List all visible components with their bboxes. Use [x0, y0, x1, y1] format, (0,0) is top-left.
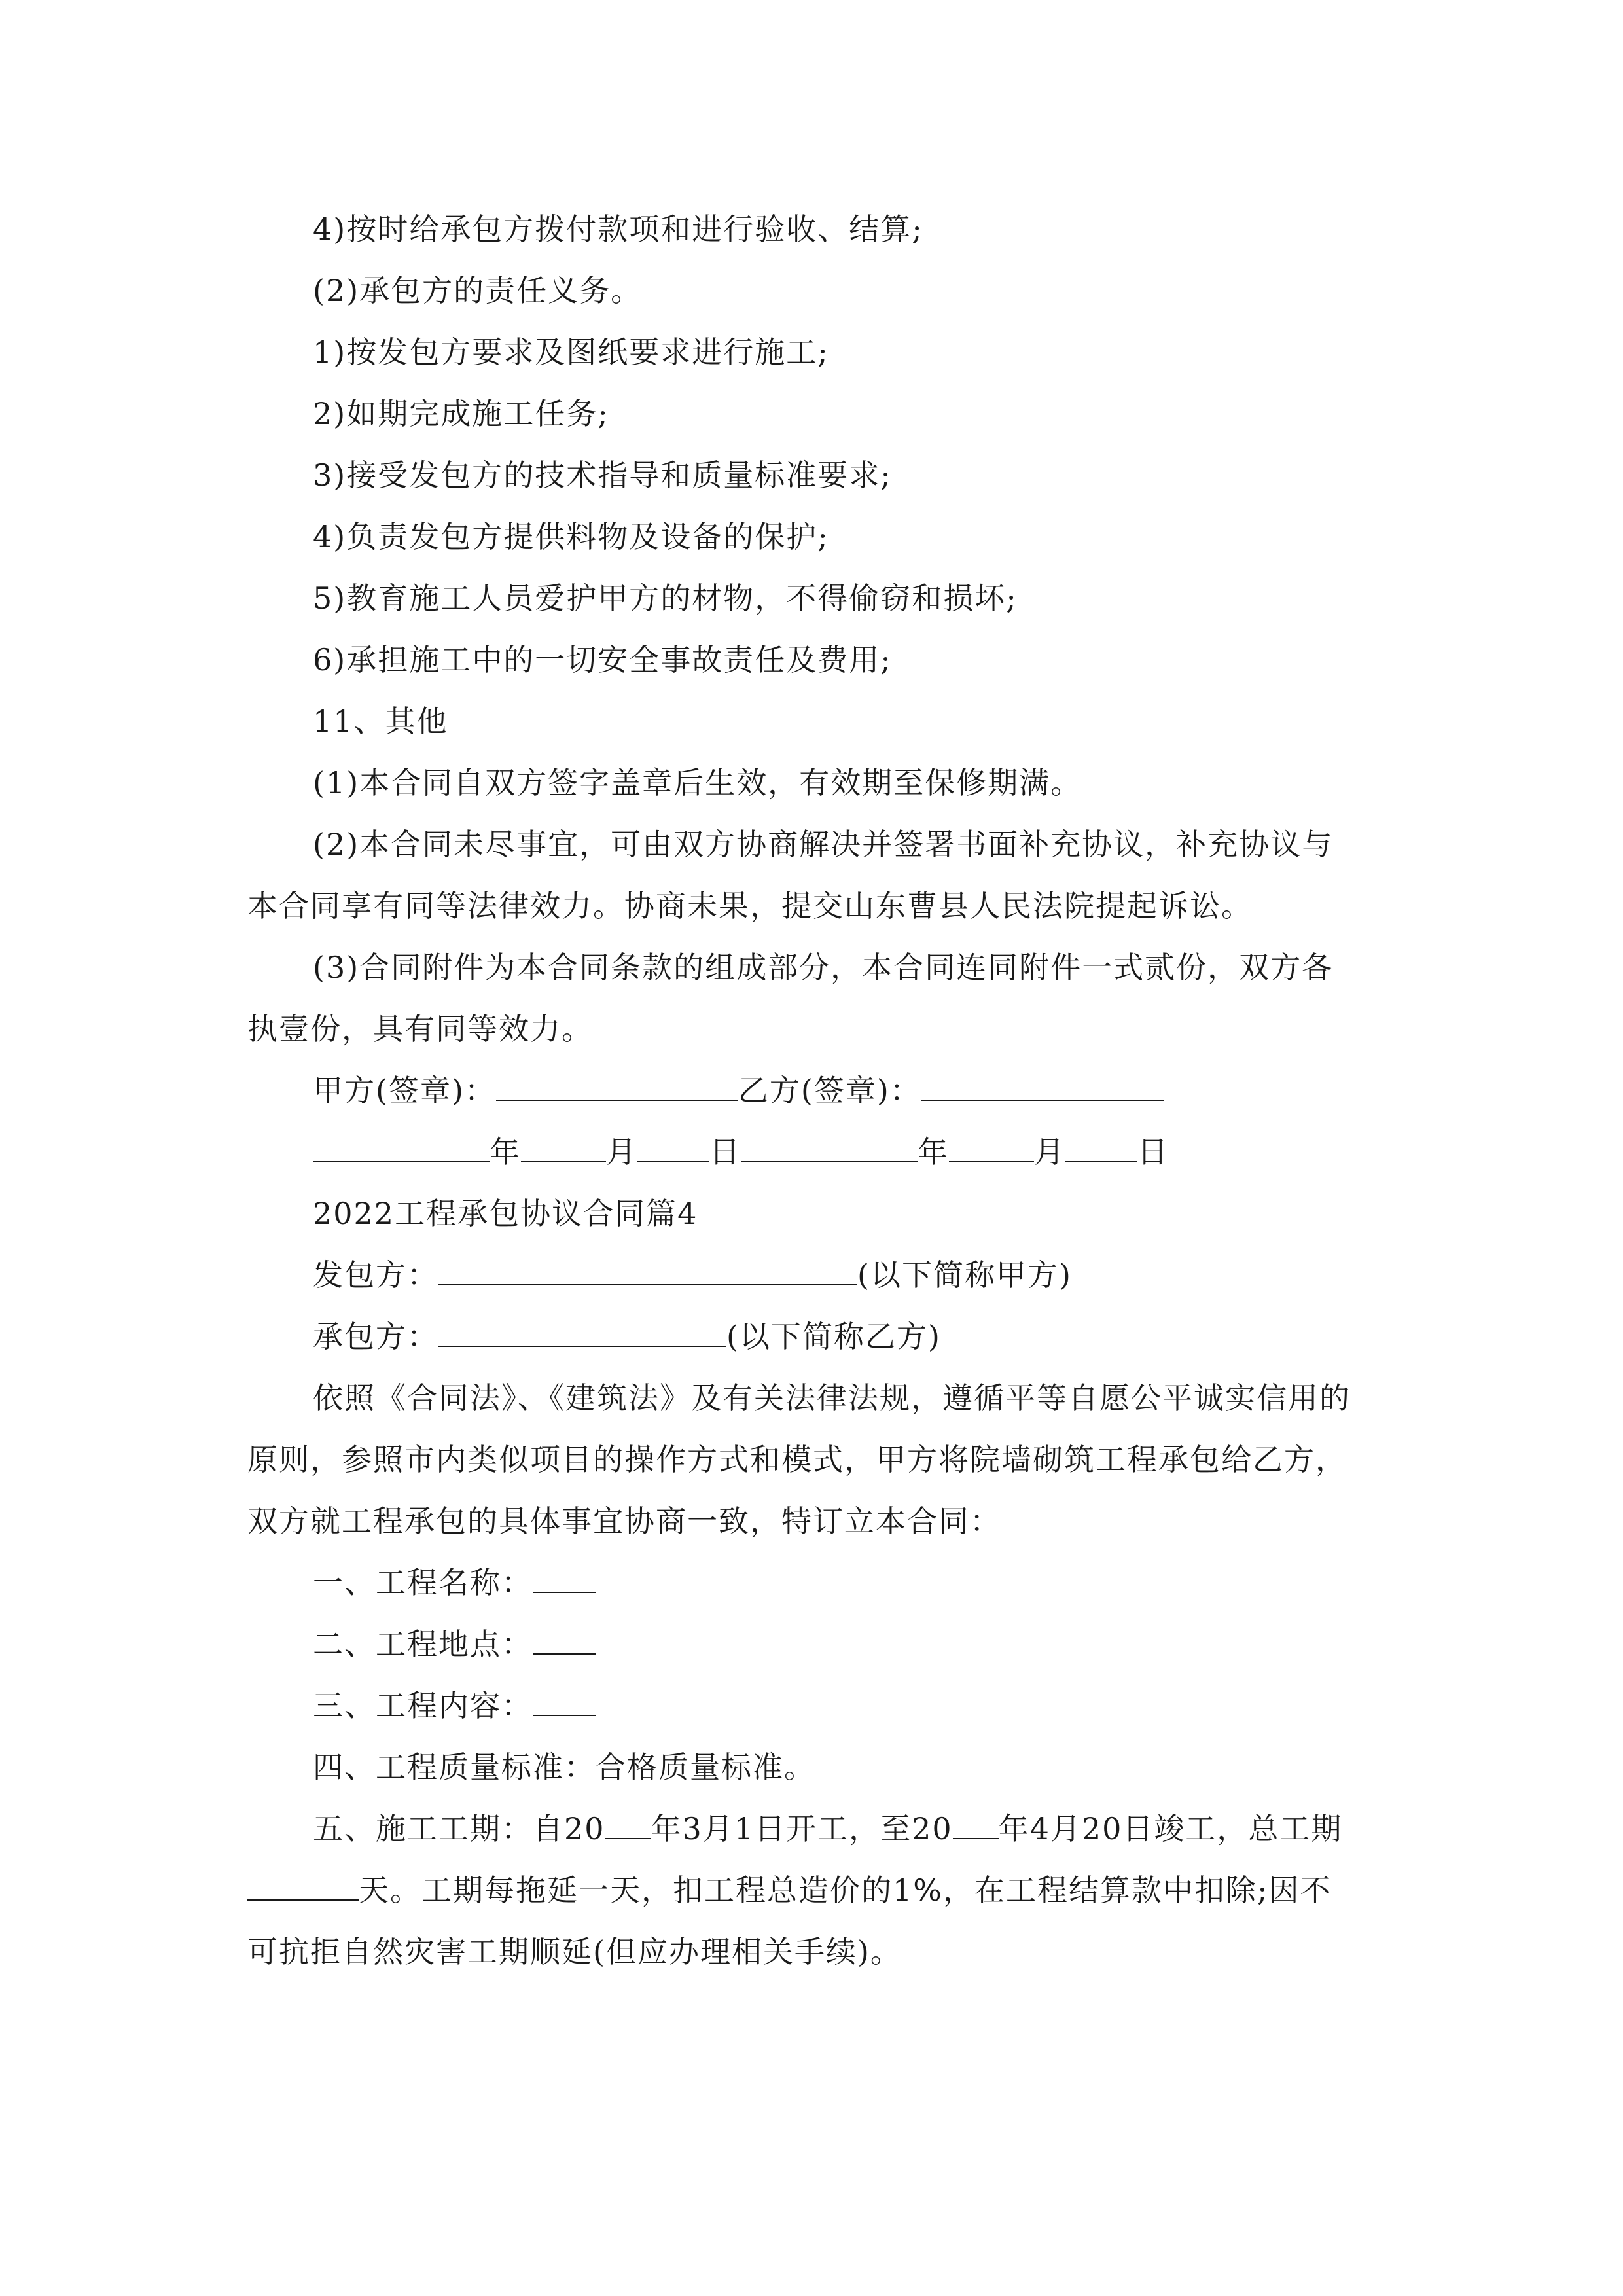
year-digits-blank: [953, 1812, 999, 1839]
day-label: 日: [709, 1134, 741, 1170]
contractor-note: (以下简称乙方): [726, 1319, 941, 1354]
day-blank: [637, 1135, 709, 1162]
text-line: 4)按时给承包方拨付款项和进行验收、结算;: [313, 211, 923, 247]
month-label: 月: [1034, 1134, 1065, 1170]
text-line: 本合同享有同等法律效力。协商未果，提交山东曹县人民法院提起诉讼。: [247, 888, 1253, 924]
text-line: (2)承包方的责任义务。: [313, 273, 643, 308]
project-content-line: [313, 1686, 596, 1725]
contract-heading: 2022工程承包协议合同篇4: [313, 1196, 698, 1231]
text-line: 执壹份，具有同等效力。: [247, 1011, 593, 1047]
text-line: 6)承担施工中的一切安全事故责任及费用;: [313, 642, 892, 677]
total-days-blank: [247, 1873, 359, 1901]
project-location-line: [313, 1624, 596, 1664]
text-line: 4)负责发包方提供料物及设备的保护;: [313, 519, 829, 554]
year-blank: [741, 1135, 918, 1162]
project-location-label: 二、工程地点：: [313, 1626, 533, 1662]
text-line: 原则，参照市内类似项目的操作方式和模式，甲方将院墙砌筑工程承包给乙方，: [247, 1442, 1347, 1477]
text-line: 双方就工程承包的具体事宜协商一致，特订立本合同：: [247, 1503, 1001, 1539]
text-line: 四、工程质量标准：合格质量标准。: [313, 1749, 815, 1785]
period-part: 五、施工工期：自20: [313, 1811, 605, 1846]
period-line: [313, 1809, 1342, 1848]
project-content-label: 三、工程内容：: [313, 1688, 533, 1723]
month-label: 月: [606, 1134, 637, 1170]
text-line: 1)按发包方要求及图纸要求进行施工;: [313, 334, 829, 370]
party-b-sign-label: 乙方(签章)：: [738, 1073, 921, 1108]
project-location-blank: [533, 1627, 596, 1655]
period-part: 年3月1日开工，至20: [651, 1811, 953, 1846]
year-blank: [313, 1135, 490, 1162]
period-part: 年4月20日竣工，总工期: [998, 1811, 1343, 1846]
text-line: 3)接受发包方的技术指导和质量标准要求;: [313, 457, 892, 493]
day-label: 日: [1137, 1134, 1169, 1170]
year-digits-blank: [605, 1812, 651, 1839]
signature-line: [313, 1071, 1164, 1110]
text-line: 依照《合同法》、《建筑法》及有关法律法规，遵循平等自愿公平诚实信用的: [313, 1380, 1351, 1416]
date-line: [313, 1132, 1169, 1172]
year-label: 年: [918, 1134, 949, 1170]
party-a-sign-label: 甲方(签章)：: [313, 1073, 496, 1108]
text-line: (2)本合同未尽事宜，可由双方协商解决并签署书面补充协议，补充协议与: [313, 827, 1334, 862]
text-line: 2)如期完成施工任务;: [313, 396, 609, 431]
project-name-label: 一、工程名称：: [313, 1565, 533, 1600]
period-text: 天。工期每拖延一天，扣工程总造价的1%，在工程结算款中扣除;因不: [359, 1873, 1332, 1908]
month-blank: [949, 1135, 1034, 1162]
project-name-blank: [533, 1566, 596, 1593]
text-line: 可抗拒自然灾害工期顺延(但应办理相关手续)。: [247, 1934, 902, 1969]
text-line: 5)教育施工人员爱护甲方的材物，不得偷窃和损坏;: [313, 581, 1018, 616]
employer-note: (以下简称甲方): [857, 1257, 1072, 1293]
text-line: (3)合同附件为本合同条款的组成部分，本合同连同附件一式贰份，双方各: [313, 950, 1334, 985]
section-heading: 11、其他: [313, 704, 448, 739]
year-label: 年: [490, 1134, 521, 1170]
employer-label: 发包方：: [313, 1257, 438, 1293]
project-content-blank: [533, 1689, 596, 1716]
text-line: (1)本合同自双方签字盖章后生效，有效期至保修期满。: [313, 765, 1082, 800]
party-a-sign-blank: [496, 1073, 738, 1101]
month-blank: [521, 1135, 606, 1162]
employer-line: [313, 1255, 1072, 1295]
party-b-sign-blank: [921, 1073, 1164, 1101]
contractor-label: 承包方：: [313, 1319, 438, 1354]
day-blank: [1065, 1135, 1137, 1162]
employer-blank: [438, 1258, 857, 1285]
contractor-line: [313, 1317, 941, 1356]
project-name-line: [313, 1563, 596, 1602]
period-continued-line: [247, 1871, 1331, 1910]
contractor-blank: [438, 1319, 726, 1347]
